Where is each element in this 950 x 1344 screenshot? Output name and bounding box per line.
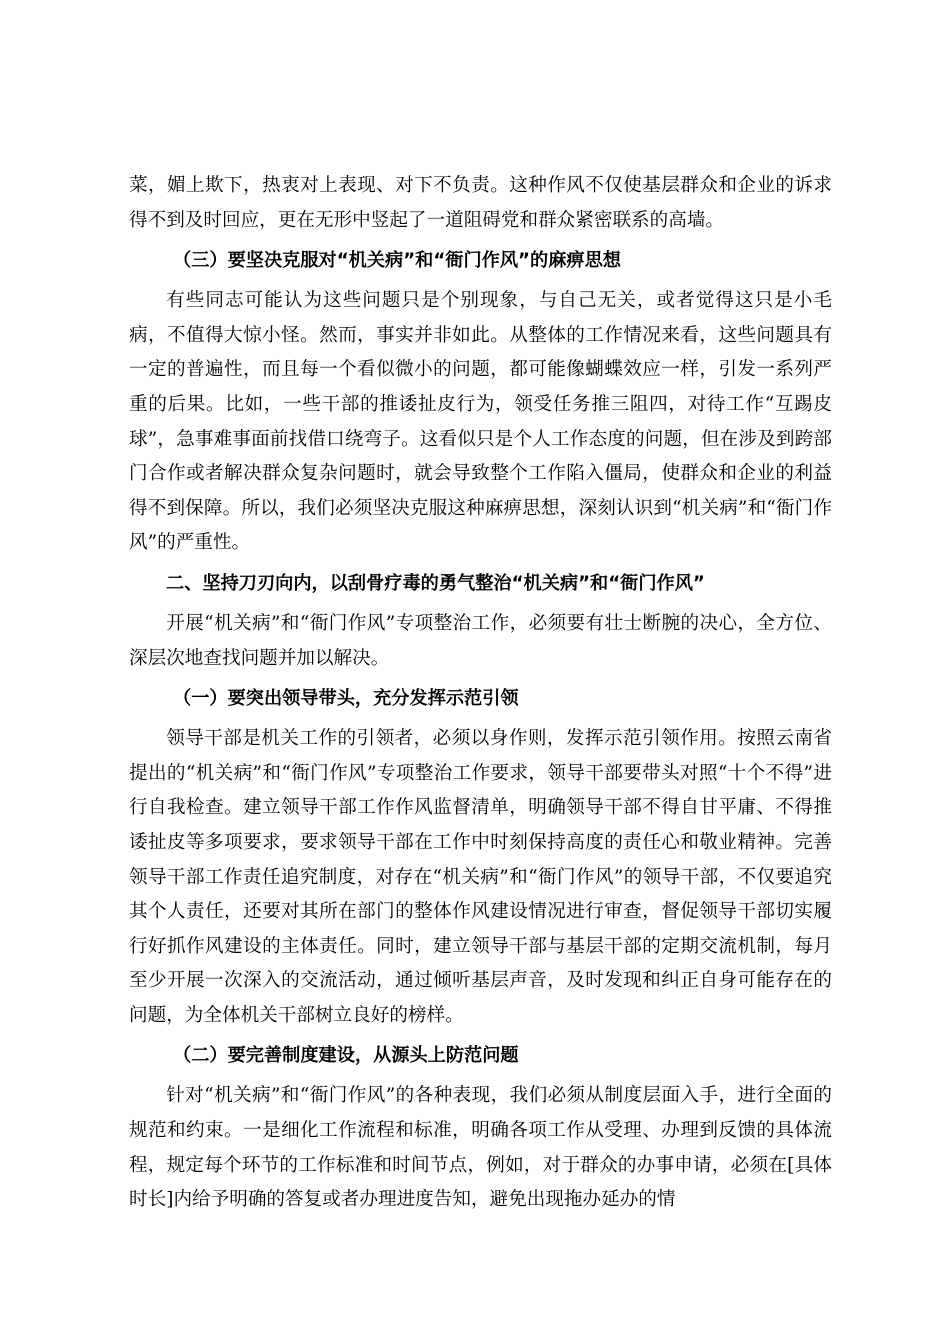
paragraph-2-2: 针对“机关病”和“衙门作风”的各种表现，我们必须从制度层面入手，进行全面的规范和约束。一是细化工作流程和标准，明确各项工作从受理、办理到反馈的具体流程，规定每个环节的工作标准和时间节点，例如，对于群众的办事申请，必须在[具体时长]内给予明确的答复或者办理进度告知，避免出现拖办延办的情 (129, 1085, 832, 1211)
paragraph-continued: 菜，媚上欺下，热衷对上表现、对下不负责。这种作风不仅使基层群众和企业的诉求得不到及时回应，更在无形中竖起了一道阻碍党和群众紧密联系的高墙。 (129, 175, 832, 231)
section-heading-2: 二、坚持刀刃向内，以刮骨疗毒的勇气整治“机关病”和“衙门作风” (166, 572, 705, 594)
paragraph-1-3: 有些同志可能认为这些问题只是个别现象，与自己无关，或者觉得这只是小毛病，不值得大惊小怪。然而，事实并非如此。从整体的工作情况来看，这些问题具有一定的普遍性，而且每一个看似微小的问题，都可能像蝴蝶效应一样，引发一系列严重的后果。比如，一些干部的推诿扯皮行为，领受任务推三阻四，对待工作“互踢皮球”，急事难事面前找借口绕弯子。这看似只是个人工作态度的问题，但在涉及到跨部门合作或者解决群众复杂问题时，就会导致整个工作陷入僵局，使群众和企业的利益得不到保障。所以，我们必须坚决克服这种麻痹思想，深刻认识到“机关病”和“衙门作风”的严重性。 (129, 290, 832, 554)
heading-2-1: （一）要突出领导带头，充分发挥示范引领 (173, 688, 519, 710)
paragraph-2-1: 领导干部是机关工作的引领者，必须以身作则，发挥示范引领作用。按照云南省提出的“机关病”和“衙门作风”专项整治工作要求，领导干部要带头对照“十个不得”进行自我检查。建立领导干部工作作风监督清单，明确领导干部不得自甘平庸、不得推诿扯皮等多项要求，要求领导干部在工作中时刻保持高度的责任心和敬业精神。完善领导干部工作责任追究制度，对存在“机关病”和“衙门作风”的领导干部，不仅要追究其个人责任，还要对其所在部门的整体作风建设情况进行审查，督促领导干部切实履行好抓作风建设的主体责任。同时，建立领导干部与基层干部的定期交流机制，每月至少开展一次深入的交流活动，通过倾听基层声音，及时发现和纠正自身可能存在的问题，为全体机关干部树立良好的榜样。 (129, 728, 832, 1026)
heading-2-2: （二）要完善制度建设，从源头上防范问题 (173, 1045, 519, 1067)
heading-1-3: （三）要坚决克服对“机关病”和“衙门作风”的麻痹思想 (173, 250, 621, 272)
paragraph-2-intro: 开展“机关病”和“衙门作风”专项整治工作，必须要有壮士断腕的决心，全方位、深层次地查找问题并加以解决。 (129, 612, 832, 669)
document-body (129, 169, 832, 1218)
